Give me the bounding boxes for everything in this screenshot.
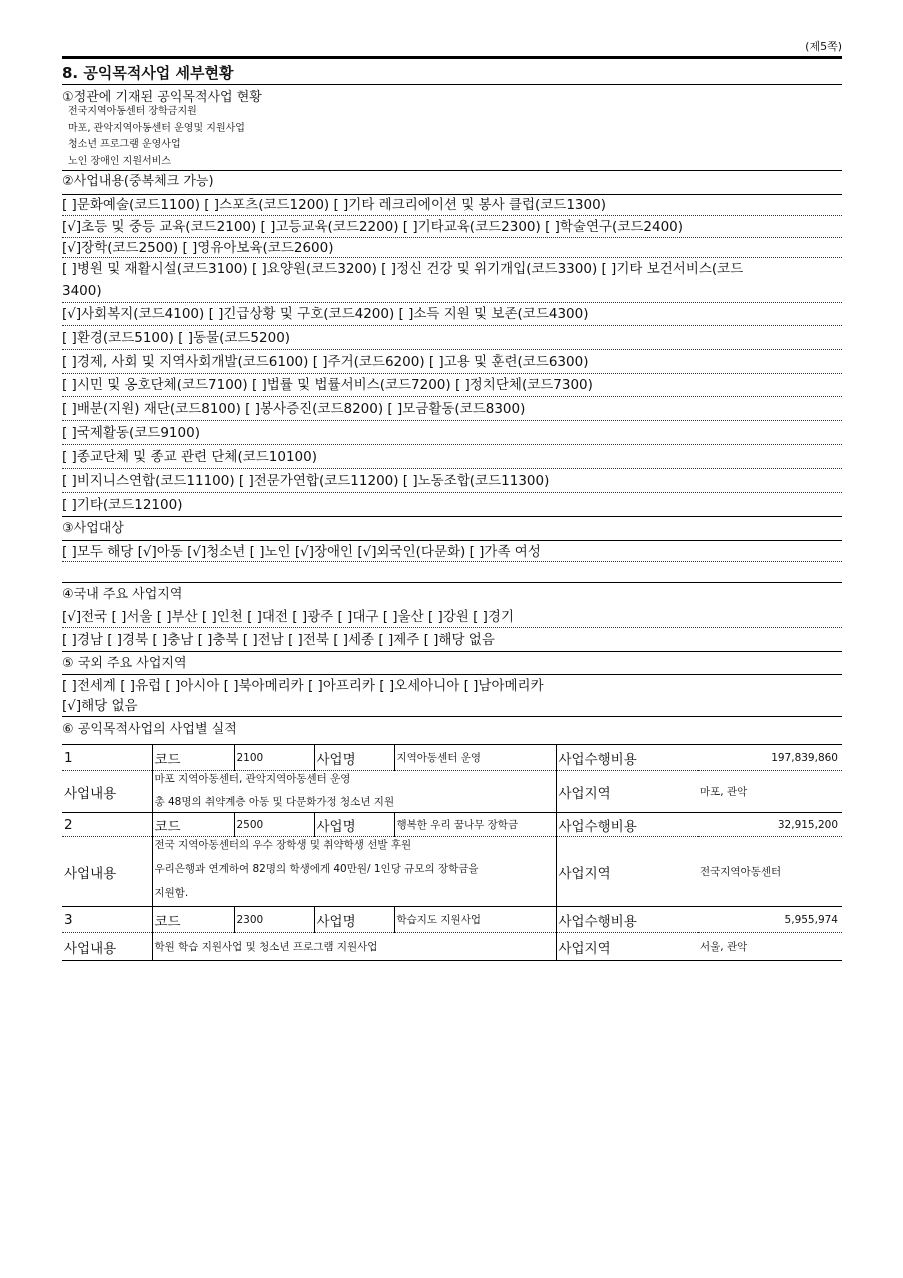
- content-label: 사업내용: [62, 933, 152, 961]
- project-name: 행복한 우리 꿈나무 장학금: [394, 813, 556, 837]
- code-value: 2100: [234, 745, 314, 771]
- cost-value: 32,915,200: [698, 813, 842, 837]
- cost-label: 사업수행비용: [556, 907, 698, 933]
- list-item: 마포, 관악지역아동센터 운영및 지원사업: [68, 122, 245, 134]
- content-line: 전국 지역아동센터의 우수 장학생 및 취약학생 선발 후원: [154, 839, 412, 851]
- table-row: [62, 745, 842, 771]
- activity-line: 3400): [62, 280, 842, 303]
- cost-value: 5,955,974: [698, 907, 842, 933]
- project-region: 전국지역아동센터: [698, 837, 842, 907]
- region-label: 사업지역: [556, 933, 698, 961]
- name-label: 사업명: [314, 745, 394, 771]
- region-line: [√]전국 [ ]서울 [ ]부산 [ ]인천 [ ]대전 [ ]광주 [ ]대구 [ ]울산 [ ]강원 [ ]경기: [62, 606, 842, 628]
- target-line: [ ]모두 해당 [√]아동 [√]청소년 [ ]노인 [√]장애인 [√]외국인(다문화) [ ]가족 여성: [62, 540, 842, 562]
- code-label: 코드: [152, 907, 234, 933]
- region-label: 사업지역: [556, 771, 698, 813]
- content-label: 사업내용: [62, 837, 152, 907]
- project-number: 3: [62, 907, 152, 933]
- section2-heading: ②사업내용(중복체크 가능): [62, 170, 842, 195]
- section-title: 8. 공익목적사업 세부현황: [62, 56, 842, 85]
- name-label: 사업명: [314, 907, 394, 933]
- code-value: 2300: [234, 907, 314, 933]
- code-label: 코드: [152, 745, 234, 771]
- activity-line: [ ]비지니스연합(코드11100) [ ]전문가연합(코드11200) [ ]노동조합(코드11300): [62, 469, 842, 493]
- page-number: (제5쪽): [805, 40, 842, 53]
- table-row: [62, 813, 842, 837]
- performance-table: [62, 744, 842, 961]
- activity-line: [ ]경제, 사회 및 지역사회개발(코드6100) [ ]주거(코드6200) [ ]고용 및 훈련(코드6300): [62, 350, 842, 374]
- overseas-line: [√]해당 없음: [62, 696, 842, 717]
- region-label: 사업지역: [556, 837, 698, 907]
- section1-items: [68, 104, 848, 170]
- activity-line: [√]사회복지(코드4100) [ ]긴급상황 및 구호(코드4200) [ ]소득 지원 및 보존(코드4300): [62, 303, 842, 326]
- project-content: [152, 837, 556, 907]
- content-line: 우리은행과 연계하여 82명의 학생에게 40만원/ 1인당 규모의 장학금을: [154, 863, 479, 875]
- project-region: 서울, 관악: [698, 933, 842, 961]
- list-item: 청소년 프로그램 운영사업: [68, 139, 181, 150]
- blank-row: [62, 562, 842, 583]
- activity-line: [ ]병원 및 재활시설(코드3100) [ ]요양원(코드3200) [ ]정신 건강 및 위기개입(코드3300) [ ]기타 보건서비스(코드: [62, 261, 744, 277]
- overseas-line: [ ]전세계 [ ]유럽 [ ]아시아 [ ]북아메리카 [ ]아프리카 [ ]오세아니아 [ ]남아메리카: [62, 674, 842, 696]
- list-item: 노인 장애인 지원서비스: [68, 155, 171, 167]
- project-content: 학원 학습 지원사업 및 청소년 프로그램 지원사업: [152, 933, 556, 961]
- activity-line: [√]초등 및 중등 교육(코드2100) [ ]고등교육(코드2200) [ ]기타교육(코드2300) [ ]학술연구(코드2400): [62, 216, 842, 238]
- cost-label: 사업수행비용: [556, 745, 698, 771]
- project-name: 지역아동센터 운영: [394, 745, 556, 771]
- activity-line: [ ]기타(코드12100): [62, 493, 842, 517]
- section5-heading: ⑤ 국외 주요 사업지역: [62, 656, 187, 671]
- cost-value: 197,839,860: [698, 745, 842, 771]
- section1-heading: ①정관에 기재된 공익목적사업 현황: [62, 90, 262, 105]
- code-value: 2500: [234, 813, 314, 837]
- activity-line: [√]장학(코드2500) [ ]영유아보육(코드2600): [62, 238, 842, 258]
- section3-heading: ③사업대상: [62, 521, 124, 536]
- activity-line: [ ]국제활동(코드9100): [62, 421, 842, 445]
- table-row: [62, 771, 842, 813]
- list-item: 전국지역아동센터 장학금지원: [68, 106, 197, 117]
- content-line: 지원함.: [154, 887, 189, 899]
- project-name: 학습지도 지원사업: [394, 907, 556, 933]
- content-label: 사업내용: [62, 771, 152, 813]
- project-content: [152, 771, 556, 813]
- code-label: 코드: [152, 813, 234, 837]
- name-label: 사업명: [314, 813, 394, 837]
- section6-heading: ⑥ 공익목적사업의 사업별 실적: [62, 722, 237, 737]
- project-number: 2: [62, 813, 152, 837]
- section4-heading: ④국내 주요 사업지역: [62, 587, 183, 602]
- cost-label: 사업수행비용: [556, 813, 698, 837]
- region-line: [ ]경남 [ ]경북 [ ]충남 [ ]충북 [ ]전남 [ ]전북 [ ]세종 [ ]제주 [ ]해당 없음: [62, 628, 842, 652]
- activity-line: [ ]문화예술(코드1100) [ ]스포츠(코드1200) [ ]기타 레크리에이션 및 봉사 클럽(코드1300): [62, 195, 842, 216]
- table-row: [62, 933, 842, 961]
- activity-line: [ ]배분(지원) 재단(코드8100) [ ]봉사증진(코드8200) [ ]모금활동(코드8300): [62, 397, 842, 421]
- content-line: 총 48명의 취약계층 아동 및 다문화가정 청소년 지원: [154, 796, 395, 808]
- table-row: [62, 837, 842, 907]
- activity-line: [ ]시민 및 옹호단체(코드7100) [ ]법률 및 법률서비스(코드7200) [ ]정치단체(코드7300): [62, 374, 842, 397]
- project-number: 1: [62, 745, 152, 771]
- content-line: 마포 지역아동센터, 관악지역아동센터 운영: [154, 773, 351, 785]
- activity-line: [ ]종교단체 및 종교 관련 단체(코드10100): [62, 445, 842, 469]
- activity-line: [ ]환경(코드5100) [ ]동물(코드5200): [62, 326, 842, 350]
- project-region: 마포, 관악: [698, 771, 842, 813]
- table-row: [62, 907, 842, 933]
